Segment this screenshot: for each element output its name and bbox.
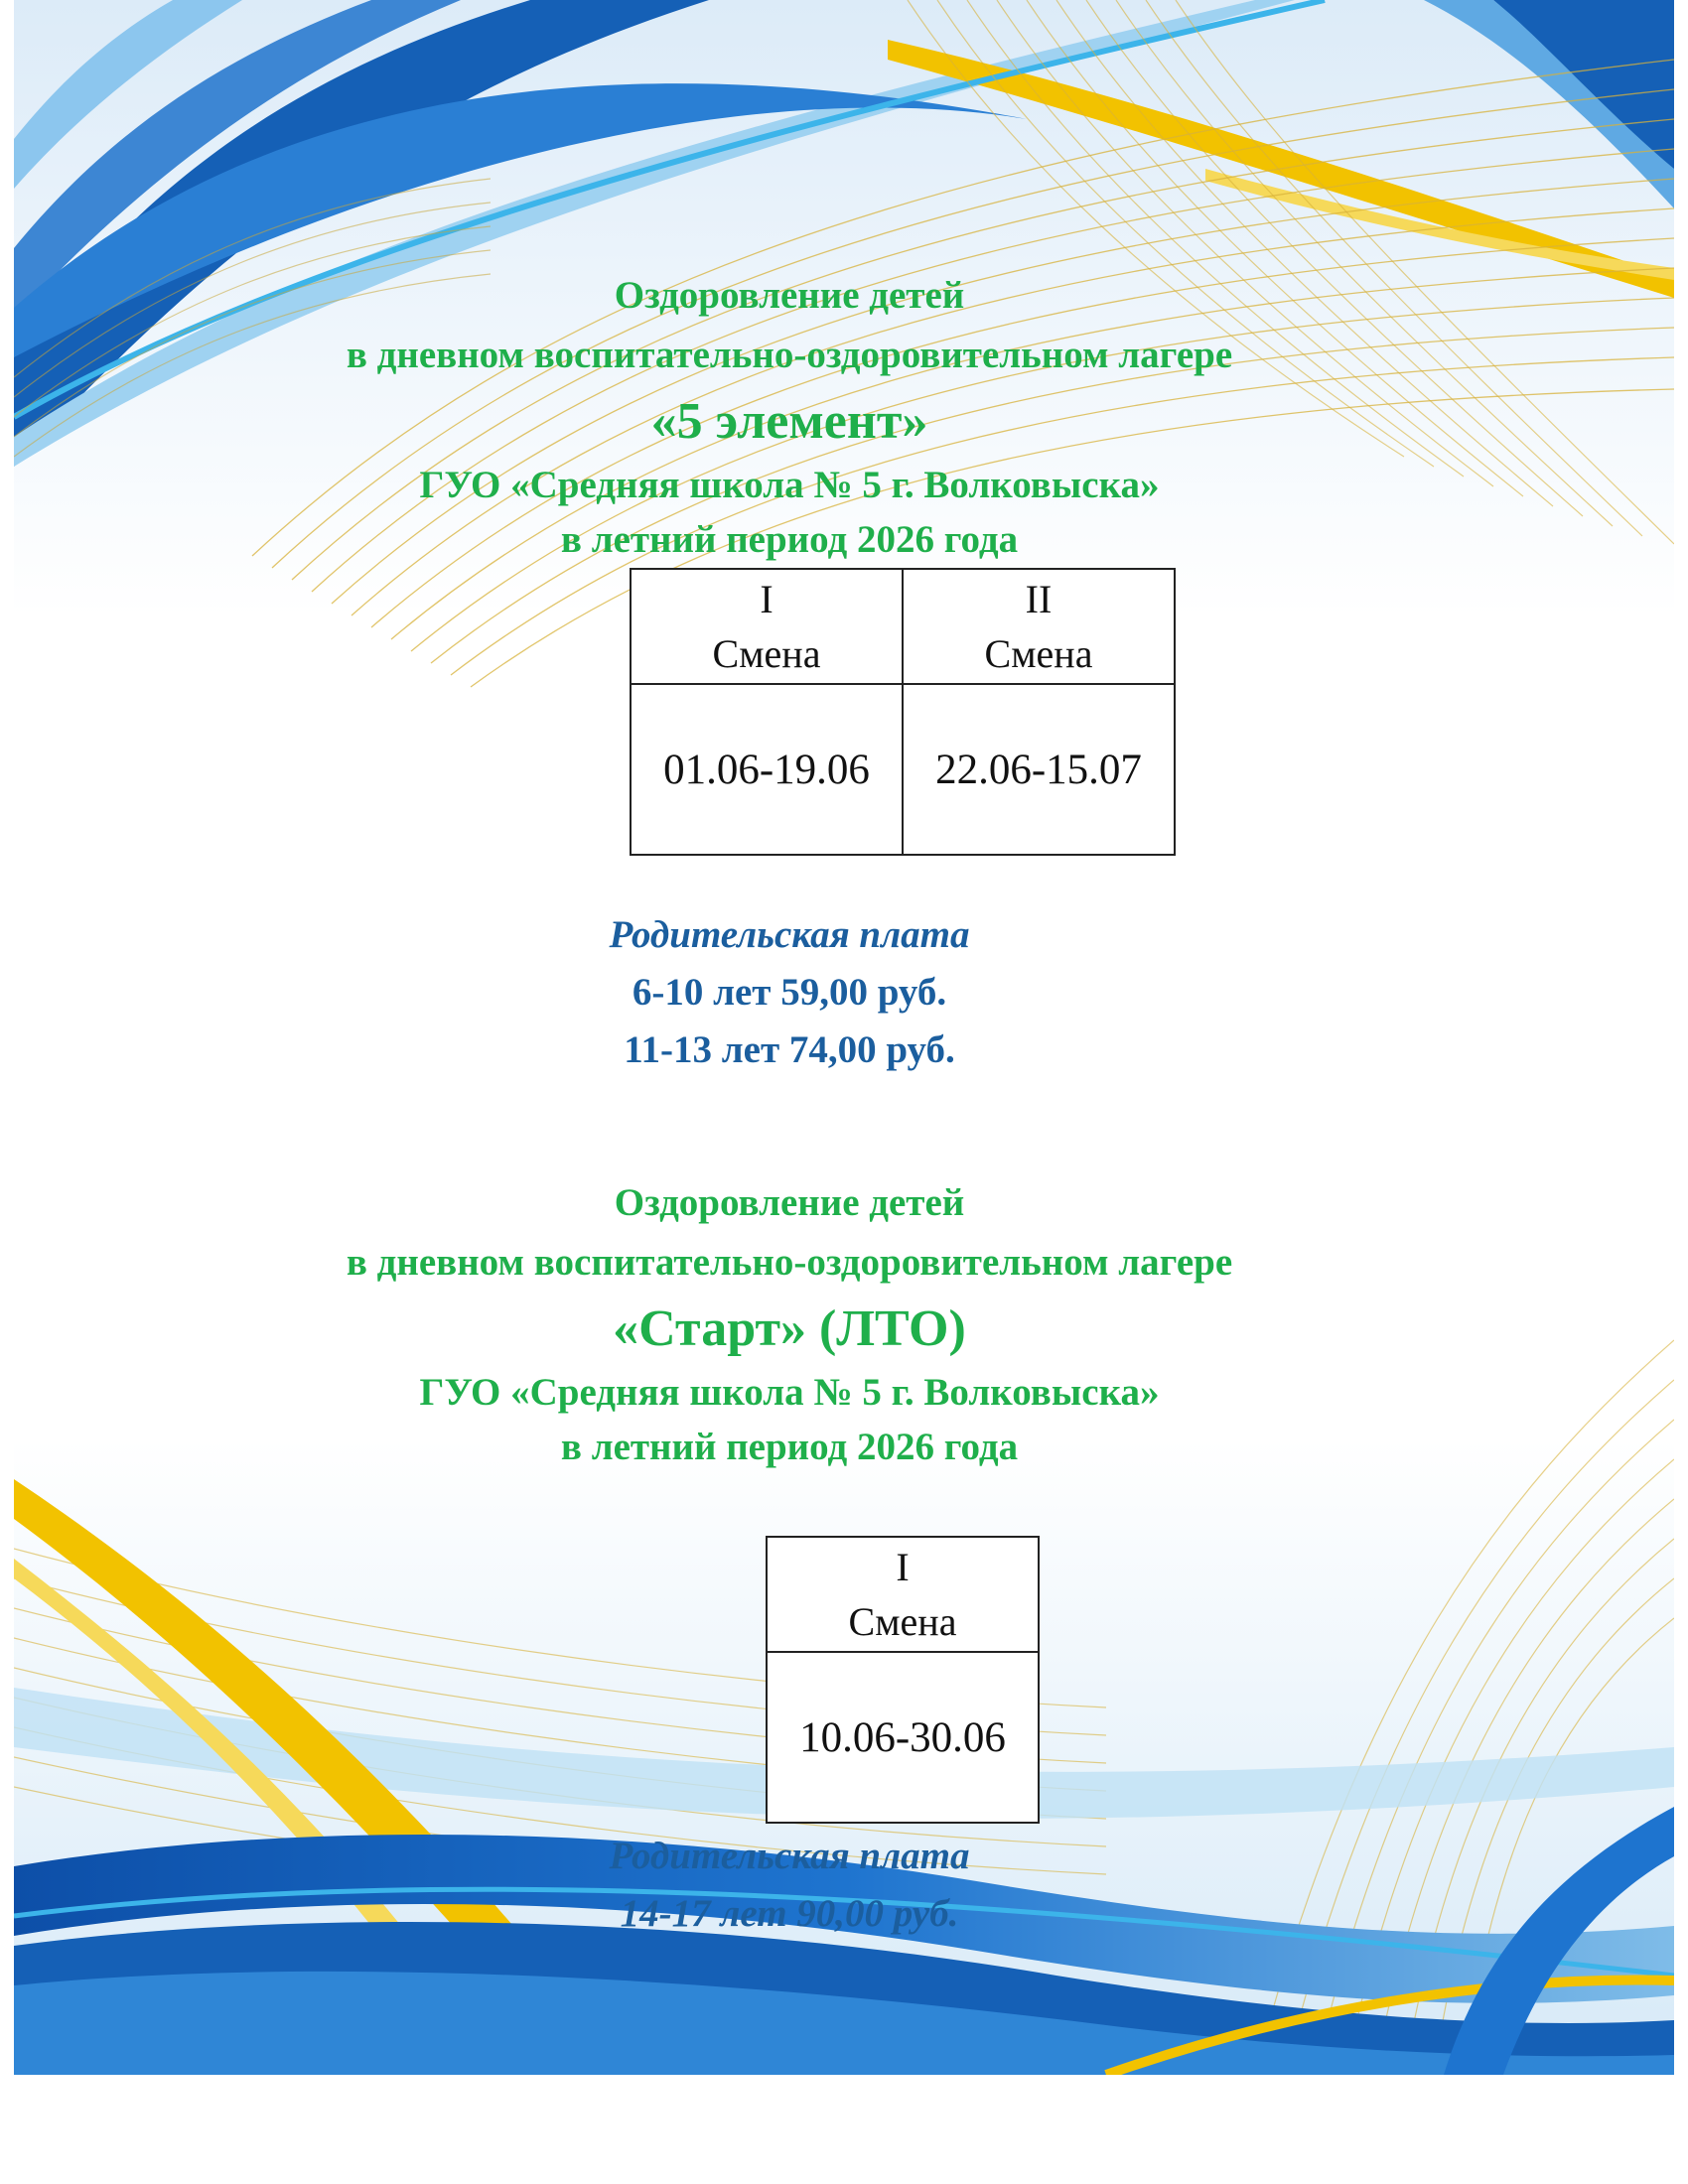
camp1-shift1-number: I [760, 577, 774, 621]
camp1-shift1-label: Смена [712, 631, 821, 676]
camp1-shift-table [630, 568, 1176, 856]
camp2-shift1-label: Смена [848, 1599, 957, 1644]
camp1-shift1-header [631, 569, 903, 684]
camp1-fee-line2: 11-13 лет 74,00 руб. [624, 1028, 955, 1071]
camp2-heading-line2: в дневном воспитательно-оздоровительном лагере [346, 1241, 1233, 1284]
camp1-shift1-dates: 01.06-19.06 [631, 684, 903, 855]
camp1-school-name: ГУО «Средняя школа № 5 г. Волковыска» [419, 464, 1160, 506]
camp2-shift1-dates: 10.06-30.06 [767, 1652, 1039, 1823]
camp2-shift-table [766, 1536, 1040, 1824]
camp1-shift2-label: Смена [984, 631, 1093, 676]
camp1-heading-line1: Оздоровление детей [614, 274, 965, 317]
camp1-shift2-header [903, 569, 1175, 684]
camp2-shift1-number: I [896, 1545, 910, 1589]
camp1-shift2-dates: 22.06-15.07 [903, 684, 1175, 855]
camp1-camp-name: «5 элемент» [650, 393, 928, 450]
camp1-heading-line2: в дневном воспитательно-оздоровительном лагере [346, 334, 1233, 376]
camp2-shift1-header [767, 1537, 1039, 1652]
camp2-period: в летний период 2026 года [560, 1426, 1019, 1468]
camp2-camp-name: «Старт» (ЛТО) [613, 1300, 966, 1357]
camp1-fee-title: Родительская плата [609, 913, 970, 956]
camp1-period: в летний период 2026 года [560, 518, 1019, 561]
camp2-heading-line1: Оздоровление детей [614, 1181, 965, 1224]
camp2-fee-line1: 14-17 лет 90,00 руб. [620, 1892, 959, 1935]
camp2-fee-title: Родительская плата [609, 1835, 970, 1877]
camp2-school-name: ГУО «Средняя школа № 5 г. Волковыска» [419, 1371, 1160, 1414]
camp1-shift2-number: II [1025, 577, 1053, 621]
camp1-fee-line1: 6-10 лет 59,00 руб. [632, 971, 947, 1014]
